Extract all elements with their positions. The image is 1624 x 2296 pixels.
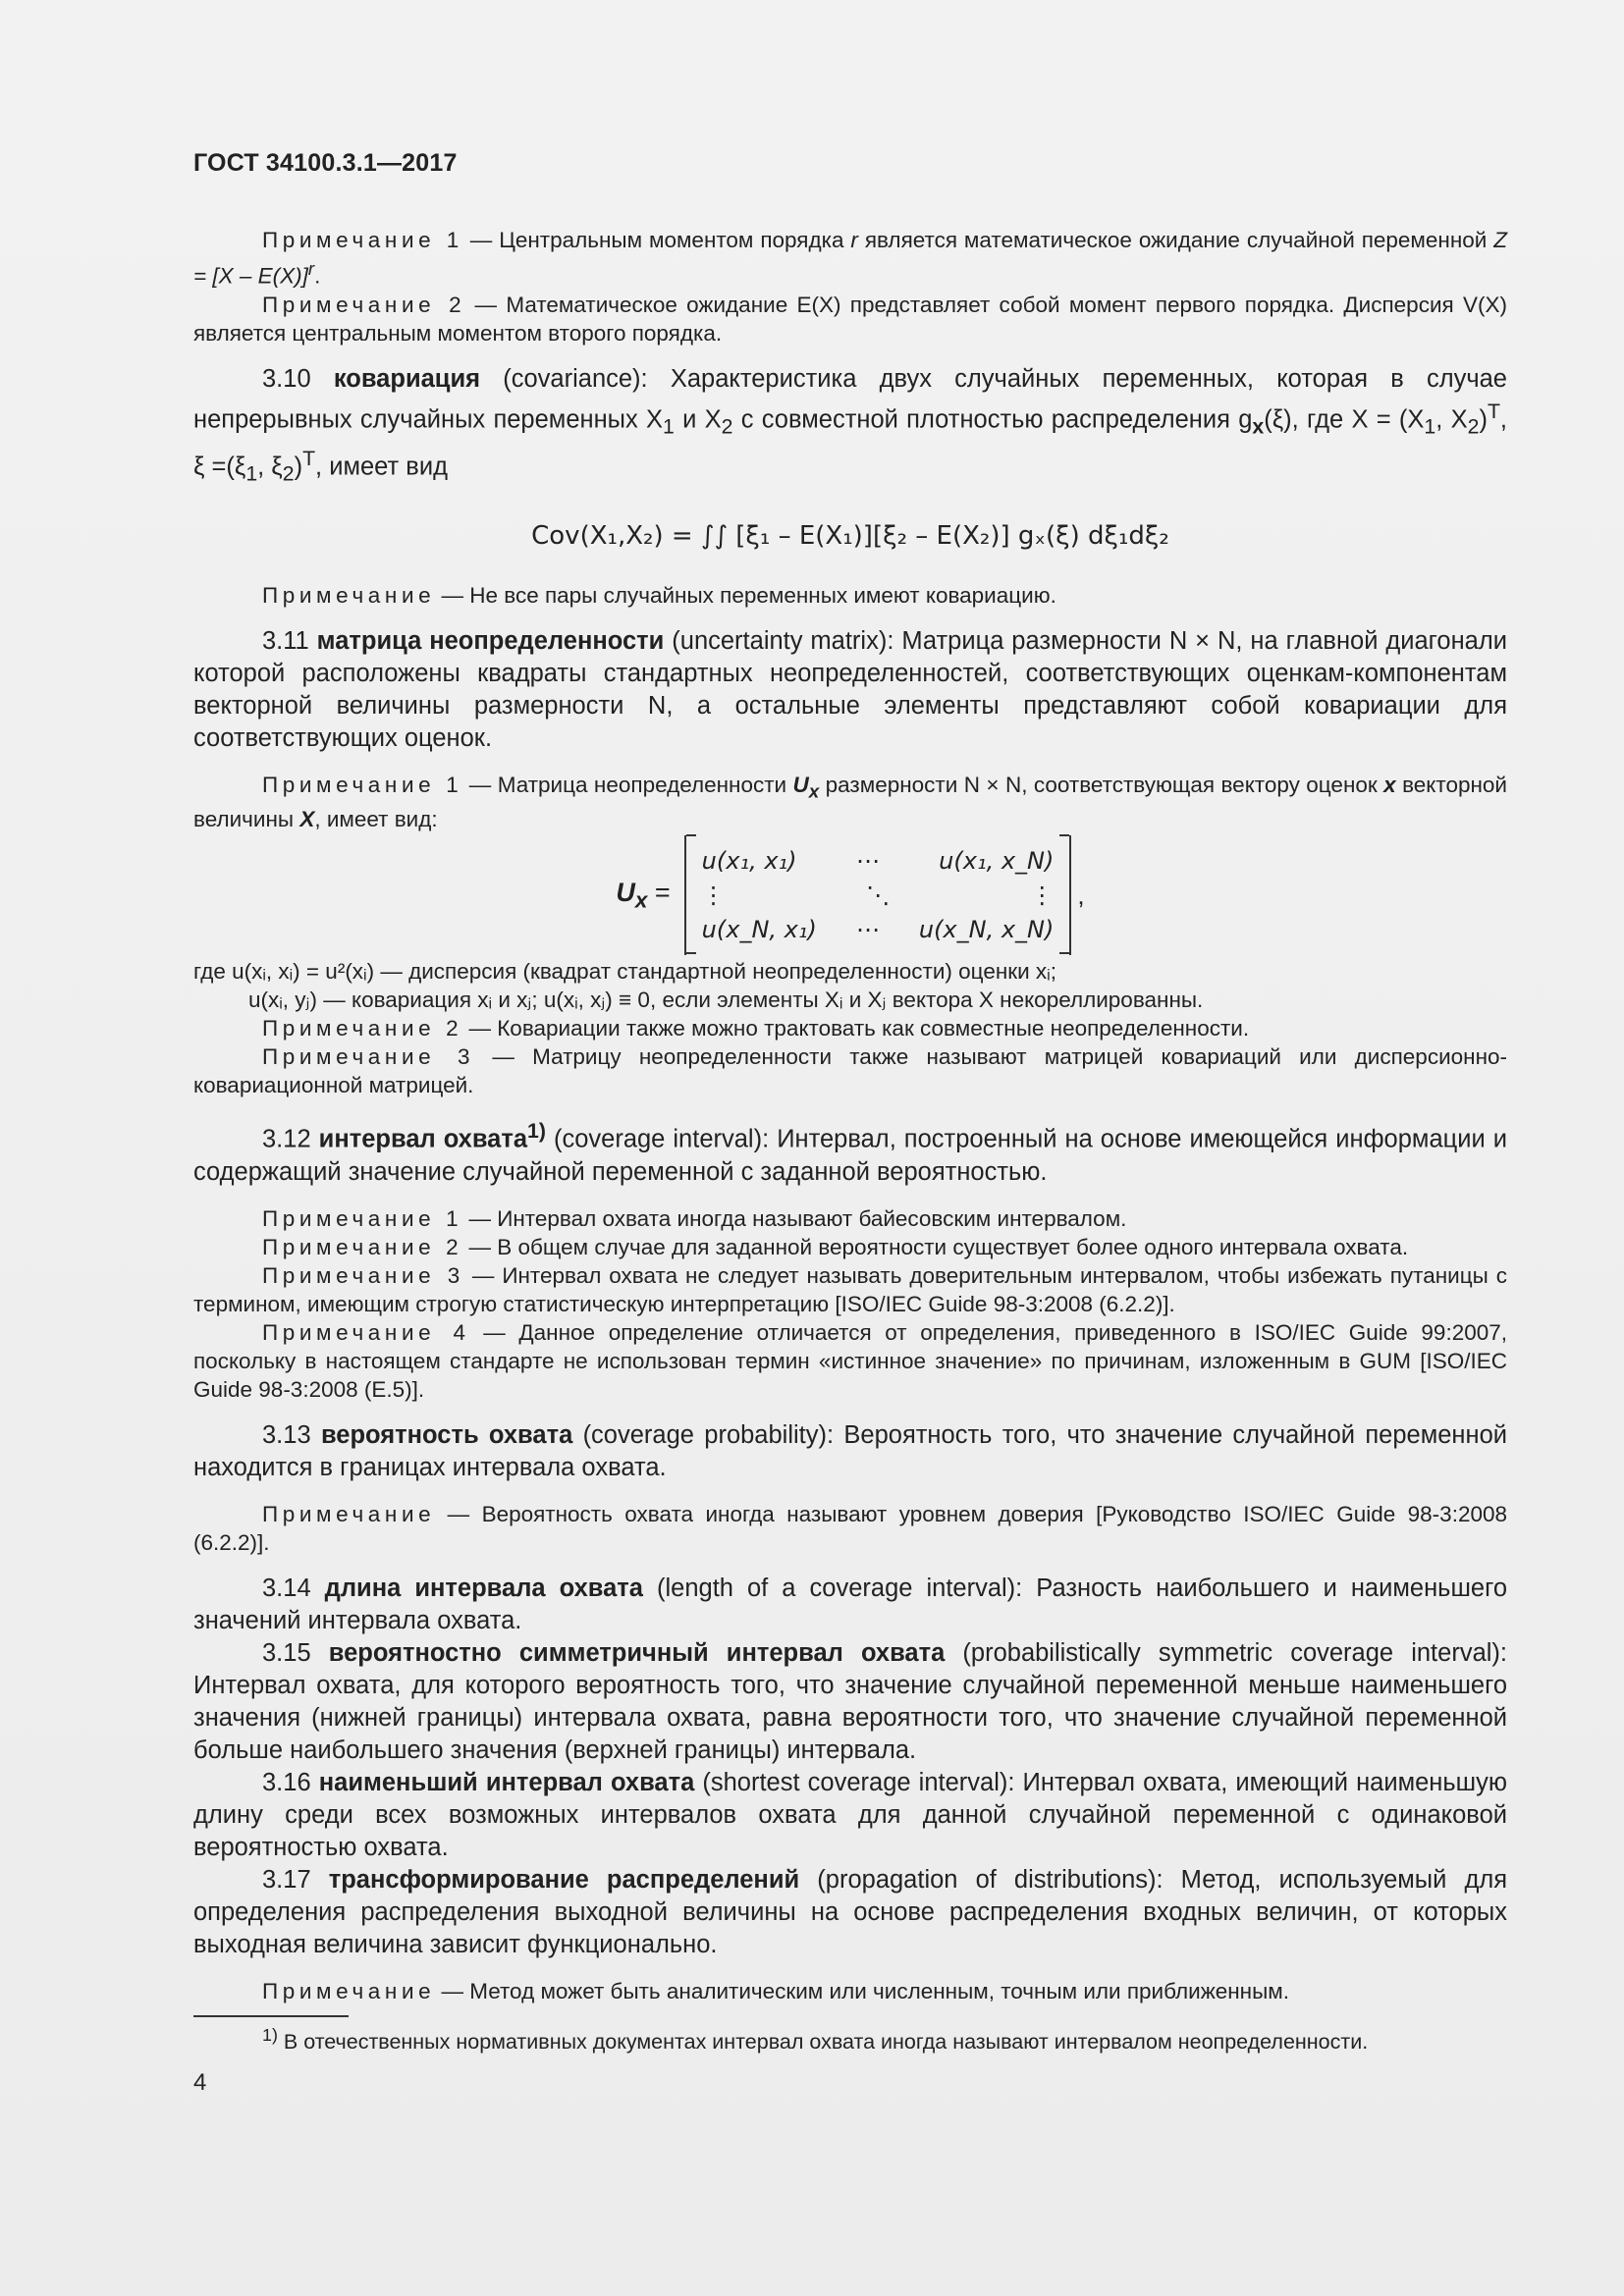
- term-3-10: 3.10 ковариация (covariance): Характеристика двух случайных переменных, которая в случае непрерывных случайных переменных $X_1$ и $X_2$ с совместной плотностью распределения $g_x(\xi)$, где $X = (X_1$, $X_2)^T$, $\xi =(\xi_1$, $\xi_2)^T$, имеет вид: [193, 364, 1508, 486]
- where-line-2: u(xᵢ, yⱼ) — ковариация xᵢ и xⱼ; u(xᵢ, xⱼ) ≡ 0, если элементы Xᵢ и Xⱼ вектора X некореллированны.: [248, 988, 1204, 1013]
- covariance-formula: Cov(X₁,X₂) = ∫∫ [ξ₁ – E(X₁)][ξ₂ – E(X₂)] gₓ(ξ) dξ₁dξ₂: [531, 520, 1169, 551]
- footnote-separator: [193, 2015, 349, 2017]
- note-3-13: Примечание — Вероятность охвата иногда называют уровнем доверия [Руководство ISO/IEC Guide 98-3:2008 (6.2.2)].: [193, 1501, 1507, 1555]
- note-3-11-3: Примечание 3 — Матрицу неопределенности также называют матрицей ковариаций или дисперсионно-ковариационной матрицей.: [193, 1044, 1508, 1098]
- note-3-12-2: Примечание 2 — В общем случае для заданной вероятности существует более одного интервала охвата.: [262, 1234, 1409, 1259]
- note-moment: Примечание 1 — Центральным моментом порядка r является математическое ожидание случайной переменной Z = [X – E(X)]$^r$.: [193, 228, 1508, 289]
- note-3-12-4: Примечание 4 — Данное определение отличается от определения, приведенного в ISO/IEC Guide 99:2007, поскольку в настоящем стандарте не использован термин «истинное значение» по причинам, изложенным в GUM [ISO/IEC Guide 98-3:2008 (E.5)].: [193, 1319, 1508, 1402]
- where-line-1: где u(xᵢ, xᵢ) = u²(xᵢ) — дисперсия (квадрат стандартной неопределенности) оценки xᵢ;: [193, 959, 1056, 985]
- term-3-16: 3.16 наименьший интервал охвата (shortest coverage interval): Интервал охвата, имеющий наименьшую длину среди всех возможных интервалов охвата для данной случайной переменной с одинаковой вероятностью охвата.: [193, 1768, 1507, 1861]
- uncertainty-matrix: u(x₁, x₁) ⋯ u(x₁, x_N) ⋮ ⋱ ⋮ u(x_N, x₁) ⋯ u(x_N, x_N): [684, 835, 1072, 955]
- note-expectation: Примечание 2 — Математическое ожидание E(X) представляет собой момент первого порядка. Дисперсия V(X) является центральным моментом второго порядка.: [193, 292, 1507, 346]
- term-3-12: 3.12 интервал охвата$^{1)}$ (coverage interval): Интервал, построенный на основе имеющейся информации и содержащий значение случайной переменной с заданной вероятностью.: [193, 1119, 1507, 1186]
- term-3-14: 3.14 длина интервала охвата (length of a coverage interval): Разность наибольшего и наименьшего значений интервала охвата.: [193, 1574, 1508, 1634]
- uncertainty-matrix-formula: $U_x$ = u(x₁, x₁) ⋯ u(x₁, x_N) ⋮ ⋱ ⋮ u(x_N, x₁) ⋯ u(x_N, x_N) ,: [193, 833, 1507, 957]
- note-3-10: Примечание — Не все пары случайных переменных имеют ковариацию.: [262, 582, 1056, 608]
- note-3-17: Примечание — Метод может быть аналитическим или численным, точным или приближенным.: [262, 1978, 1289, 2003]
- page-number: 4: [193, 2069, 207, 2096]
- term-3-13: 3.13 вероятность охвата (coverage probability): Вероятность того, что значение случайной переменной находится в границах интервала охвата.: [193, 1420, 1507, 1481]
- document-header: ГОСТ 34100.3.1—2017: [193, 149, 458, 177]
- note-3-11-2: Примечание 2 — Ковариации также можно трактовать как совместные неопределенности.: [262, 1016, 1250, 1041]
- term-3-11: 3.11 матрица неопределенности (uncertainty matrix): Матрица размерности N × N, на главной диагонали которой расположены квадраты стандартных неопределенностей, соответствующих оценкам-компонентам векторной величины размерности N, а остальные элементы представляют собой ковариации для соответствующих оценок.: [193, 626, 1507, 752]
- note-3-11-1: Примечание 1 — Матрица неопределенности $U_x$ размерности N × N, соответствующая вектору оценок x векторной величины X, имеет вид:: [193, 772, 1507, 832]
- term-3-17: 3.17 трансформирование распределений (propagation of distributions): Метод, используемый для определения распределения выходной величины на основе распределения входных величин, от которых выходная величина зависит функционально.: [193, 1865, 1508, 1958]
- note-3-12-1: Примечание 1 — Интервал охвата иногда называют байесовским интервалом.: [262, 1205, 1127, 1231]
- note-3-12-3: Примечание 3 — Интервал охвата не следует называть доверительным интервалом, чтобы избежать путаницы с термином, имеющим строгую статистическую интерпретацию [ISO/IEC Guide 98-3:2008 (6.2.2)].: [193, 1262, 1507, 1316]
- content: [193, 226, 1507, 2056]
- term-3-15: 3.15 вероятностно симметричный интервал охвата (probabilistically symmetric coverage interval): Интервал охвата, для которого вероятность того, что значение случайной переменной меньше наименьшего значения (нижней границы) интервала охвата, равна вероятности того, что значение случайной переменной больше наибольшего значения (верхней границы) интервала.: [193, 1638, 1508, 1764]
- footnote: $^{1)}$ В отечественных нормативных документах интервал охвата иногда называют интервалом неопределенности.: [262, 2024, 1369, 2054]
